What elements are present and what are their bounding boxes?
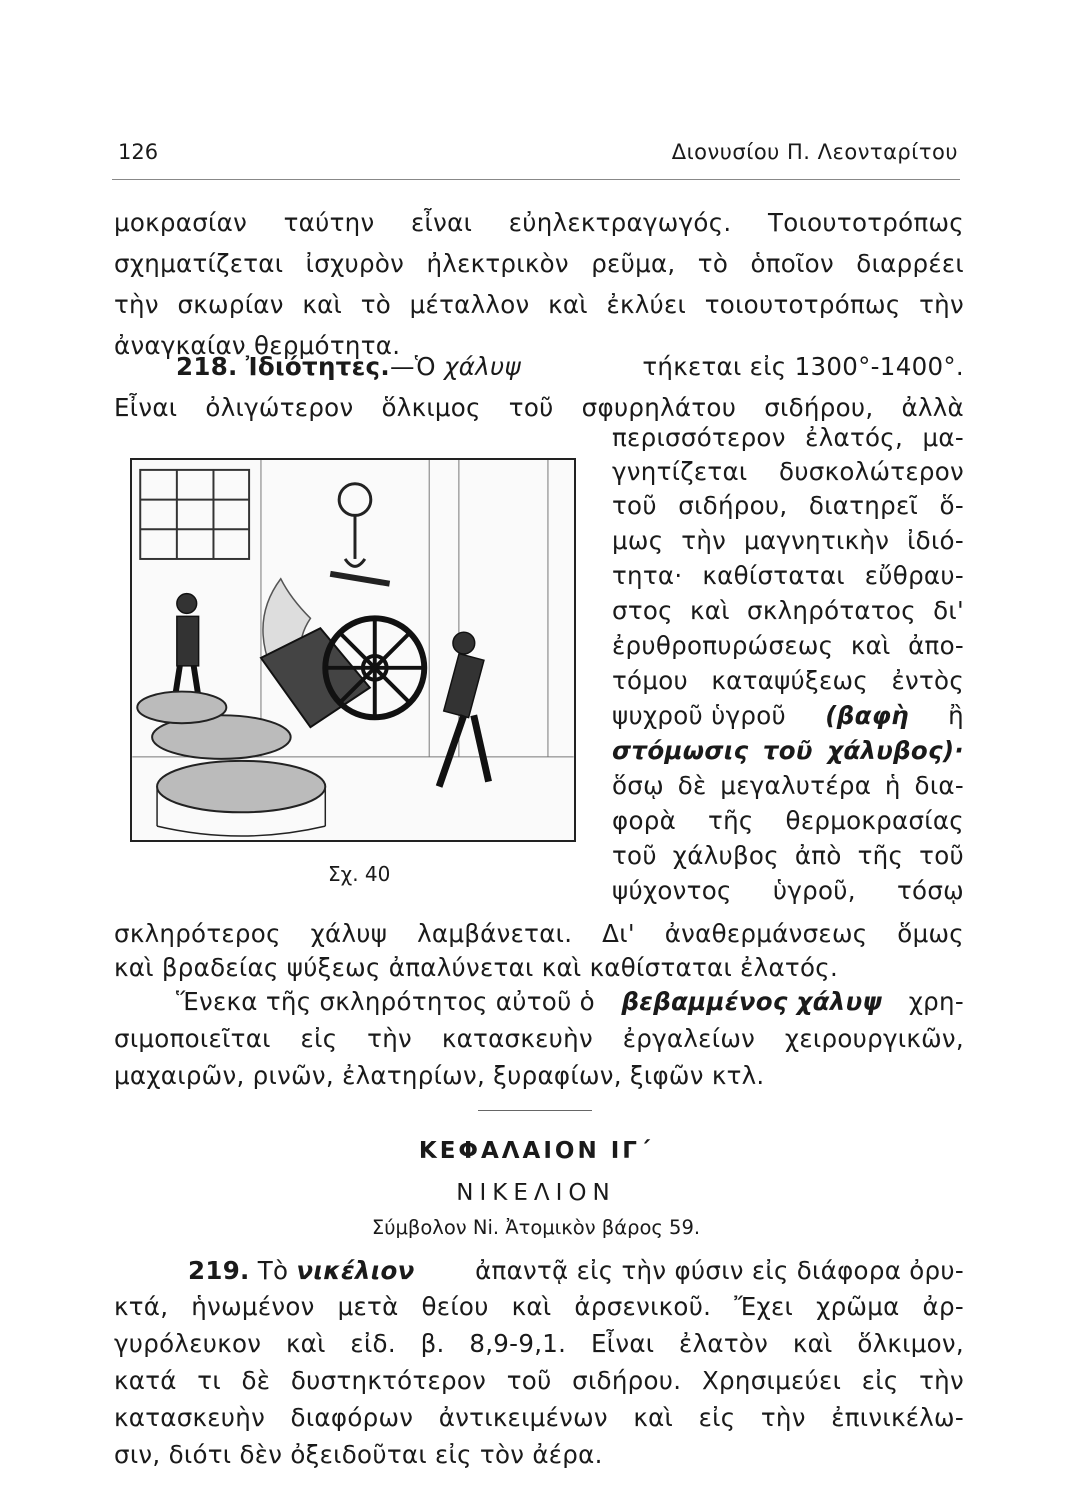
chapter-title: ΚΕΦΑΛΑΙΟΝ ΙΓ΄ bbox=[418, 1138, 654, 1164]
text-line: καὶ βραδείας ψύξεως ἀπαλύνεται καὶ καθίσταται ἐλατός. bbox=[114, 953, 839, 982]
wrapped-line: τοῦ χάλυβος ἀπὸ τῆς τοῦ bbox=[612, 841, 964, 870]
text-line: ἀναγκαίαν θερμότητα. bbox=[114, 331, 401, 360]
header-rule bbox=[112, 179, 960, 180]
wrapped-line: περισσότερον ἐλατός, μα- bbox=[612, 423, 964, 452]
text-line: μαχαιρῶν, ρινῶν, ἐλατηρίων, ξυραφίων, ξιφῶν κτλ. bbox=[114, 1061, 765, 1090]
wrapped-line: τοῦ σιδήρου, διατηρεῖ ὅ- bbox=[612, 491, 964, 520]
wrapped-line: φορὰ τῆς θερμοκρασίας bbox=[612, 806, 964, 835]
term-steel: χάλυψ bbox=[443, 352, 521, 381]
wrapped-line: ἐρυθροπυρώσεως καὶ ἀπο- bbox=[612, 631, 964, 660]
running-head: Διονυσίου Π. Λεονταρίτου bbox=[671, 140, 958, 164]
chapter-subtitle: ΝΙΚΕΛΙΟΝ bbox=[456, 1180, 616, 1206]
text-fragment: ψυχροῦ ὑγροῦ bbox=[612, 701, 786, 730]
heading-dash: —Ὁ bbox=[389, 352, 436, 381]
element-info: Σύμβολον Ni. Ἀτομικὸν βάρος 59. bbox=[371, 1216, 701, 1239]
text-line: σιν, διότι δὲν ὀξειδοῦται εἰς τὸν ἀέρα. bbox=[114, 1440, 603, 1469]
melting-range: τήκεται εἰς 1300°-1400°. bbox=[642, 352, 964, 381]
steel-quenching-illustration bbox=[130, 458, 576, 842]
text-line: σχηματίζεται ἰσχυρὸν ἠλεκτρικὸν ρεῦμα, τὸ ὁποῖον διαρρέει bbox=[114, 249, 964, 278]
wrapped-line: ψύχοντος ὑγροῦ, τόσῳ bbox=[612, 876, 964, 905]
text-line: γυρόλευκον καὶ εἰδ. β. 8,9-9,1. Εἶναι ἐλατὸν καὶ ὅλκιμον, bbox=[114, 1329, 964, 1358]
paragraph-218-heading bbox=[176, 352, 964, 382]
text-line bbox=[176, 987, 964, 1017]
text-line: κατά τι δὲ δυστηκτότερον τοῦ σιδήρου. Χρησιμεύει εἰς τὴν bbox=[114, 1366, 964, 1395]
text-line: Εἶναι ὀλιγώτερον ὅλκιμος τοῦ σφυρηλάτου σιδήρου, ἀλλὰ bbox=[114, 393, 964, 422]
text-fragment: ἢ bbox=[948, 701, 964, 730]
text-fragment: Τὸ bbox=[257, 1256, 289, 1285]
text-line: σκληρότερος χάλυψ λαμβάνεται. Δι' ἀναθερμάνσεως ὅμως bbox=[114, 919, 964, 948]
wrapped-line bbox=[612, 701, 964, 731]
text-line: τὴν σκωρίαν καὶ τὸ μέταλλον καὶ ἐκλύει τοιουτοτρόπως τὴν bbox=[114, 290, 964, 319]
section-heading: Ἰδιότητες. bbox=[245, 352, 390, 381]
text-fragment: Ἕνεκα τῆς σκληρότητος αὐτοῦ ὁ bbox=[176, 987, 595, 1016]
page-header bbox=[118, 140, 958, 172]
term-tempering: στόμωσις τοῦ χάλυβος)· bbox=[612, 736, 964, 765]
page-number: 126 bbox=[118, 140, 159, 164]
term-nickel: νικέλιον bbox=[296, 1256, 415, 1285]
term-quench: (βαφὴ bbox=[825, 701, 909, 730]
paragraph-number: 219. bbox=[188, 1256, 250, 1285]
wrapped-line: ὅσῳ δὲ μεγαλυτέρα ἡ δια- bbox=[612, 771, 964, 800]
wrapped-line: στος καὶ σκληρότατος δι' bbox=[612, 596, 964, 625]
text-line: σιμοποιεῖται εἰς τὴν κατασκευὴν ἐργαλείων χειρουργικῶν, bbox=[114, 1024, 964, 1053]
figure-caption: Σχ. 40 bbox=[328, 862, 391, 886]
section-separator bbox=[478, 1110, 592, 1111]
paragraph-number: 218. bbox=[176, 352, 238, 381]
wrapped-line: τόμου καταψύξεως ἐντὸς bbox=[612, 666, 964, 695]
wrapped-line: γνητίζεται δυσκολώτερον bbox=[612, 457, 964, 486]
text-line: κατασκευὴν διαφόρων ἀντικειμένων καὶ εἰς τὴν ἐπινικέλω- bbox=[114, 1403, 964, 1432]
paragraph-219-first-line bbox=[188, 1256, 964, 1286]
text-fragment: χρη- bbox=[908, 987, 964, 1016]
wrapped-line: τητα· καθίσταται εὔθραυ- bbox=[612, 561, 964, 590]
wrapped-line: μως τὴν μαγνητικὴν ἰδιό- bbox=[612, 526, 964, 555]
text-fragment: ἀπαντᾷ εἰς τὴν φύσιν εἰς διάφορα ὀρυ- bbox=[475, 1256, 964, 1285]
term-hardened-steel: βεβαμμένος χάλυψ bbox=[621, 987, 883, 1016]
text-line: κτά, ἡνωμένον μετὰ θείου καὶ ἀρσενικοῦ. Ἔχει χρῶμα ἀρ- bbox=[114, 1292, 964, 1321]
text-line: μοκρασίαν ταύτην εἶναι εὐηλεκτραγωγός. Τοιουτοτρόπως bbox=[114, 208, 964, 237]
